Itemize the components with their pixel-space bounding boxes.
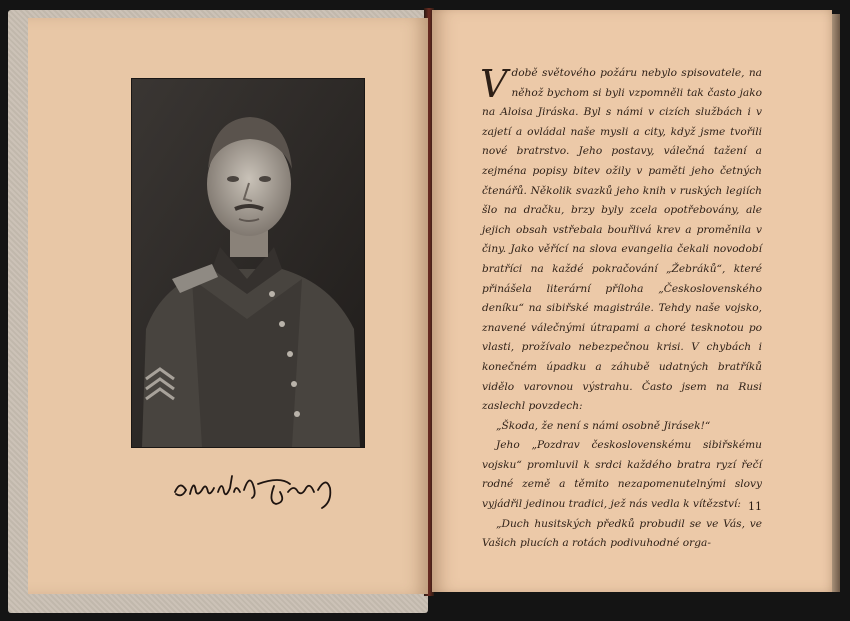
paragraph-2: „Škoda, že není s námi osobně Jirásek!“ xyxy=(496,419,711,432)
author-signature xyxy=(170,462,340,514)
paragraph-1 xyxy=(482,64,762,417)
page-number: 11 xyxy=(748,500,762,513)
paragraph-1-text: době světového požáru nebylo spisovatele, na něhož bychom si byli vzpomněli tak často jako na Aloisa Jiráska. Byl s námi v cizích službách i v zajetí a ovládal naše mysli a city, když jsme tvořili nové bratrstvo. Jeho postavy, válečná tažení a zejména popisy bitev ožily v paměti jeho četných čtenářů. Několik svazků jeho knih v ruských legiích šlo na dračku, brzy byly zcela opotřebovány, ale jejich obsah vstřebala bouřlivá krev a proměnila v činy. Jako věřící na slova evangelia čekali novodobí bratříci na každé pokračování „Žebráků“, které přinášela literární příloha „Československého deníku“ na sibiřské magistrále. Tehdy naše vojsko, znavené válečnými útrapami a choré tesknotou po vlasti, prožívalo nebezpečnou krisi. V chybách i konečném úpadku a záhubě udatných bratříků vidělo varovnou výstrahu. Často jsem na Rusi zaslechl povzdech: xyxy=(482,67,762,413)
portrait-soldier-image xyxy=(132,79,364,447)
page-text xyxy=(482,64,762,554)
signature-handwriting xyxy=(170,462,340,514)
drop-cap: V xyxy=(480,62,508,106)
paragraph-4: „Duch husitských předků probudil se ve Vás, ve Vašich plucích a rotách podivuhodné orga- xyxy=(482,517,762,550)
paragraph-3: Jeho „Pozdrav československému sibiřskému vojsku“ promluvil k srdci každého bratra ryzí řečí rodné země a těmito nezapomenutelnými slovy vyjádřil jedinou tradici, jež nás vedla k vítězství: xyxy=(482,439,762,511)
portrait-photo xyxy=(131,78,365,448)
